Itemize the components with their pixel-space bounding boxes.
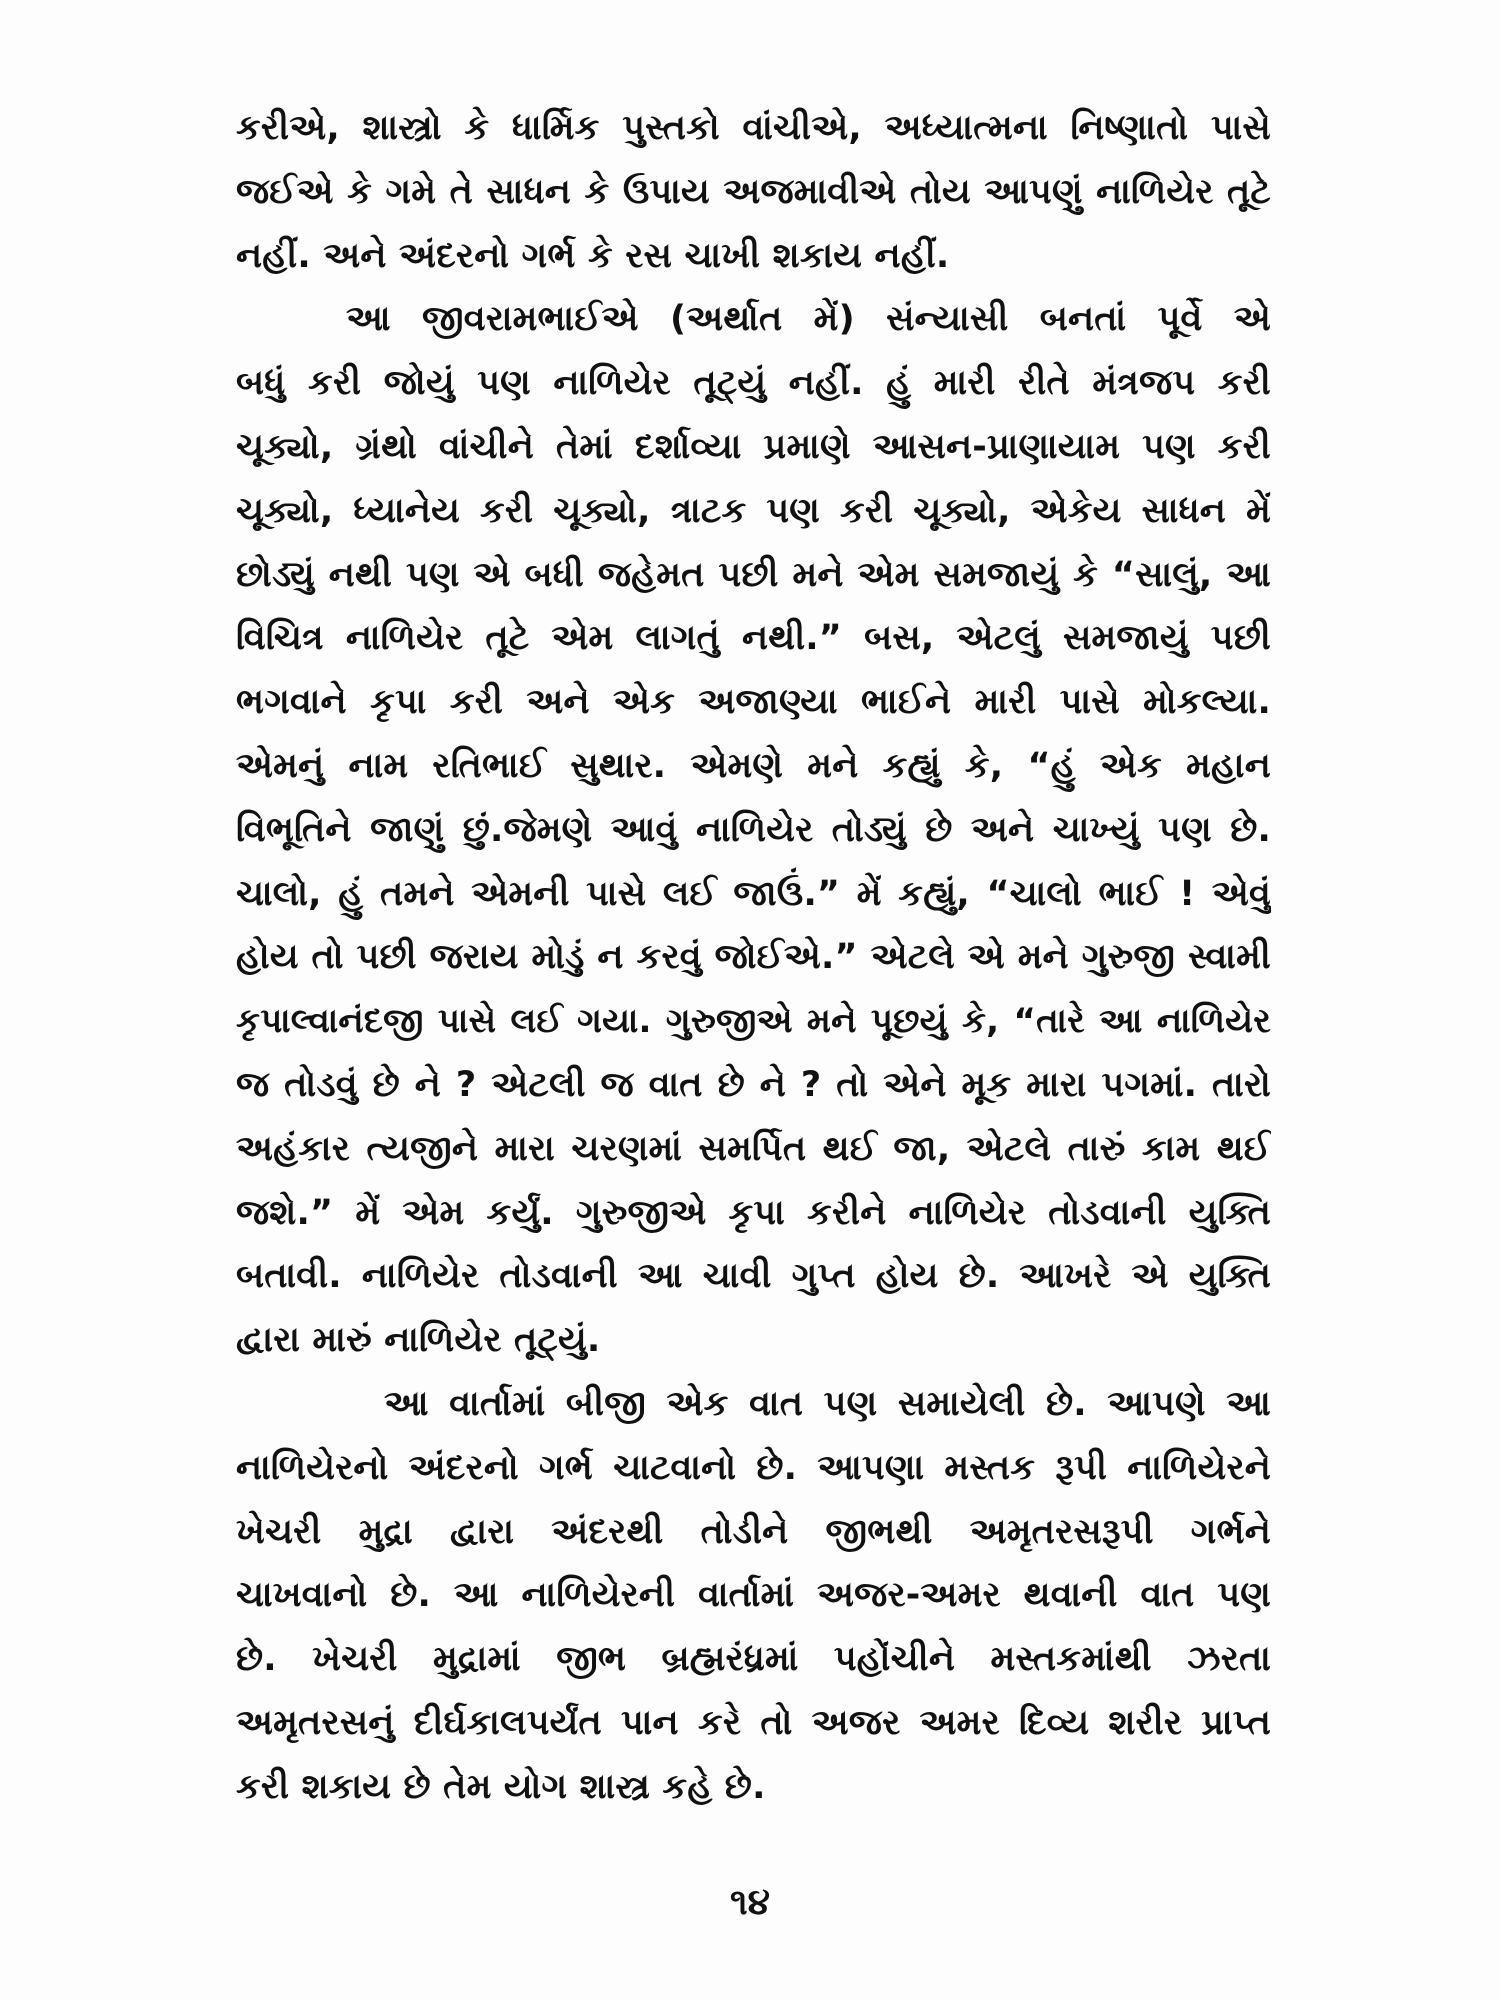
text-line: અમૃતરસનું દીર્ઘકાલપર્યંત પાન કરે તો અજર અમર દિવ્ય શરીર પ્રાપ્ત xyxy=(236,1702,1271,1743)
text-line: વિચિત્ર નાળિયેર તૂટે એમ લાગતું નથી.” બસ, એટલું સમજાયું પછી xyxy=(236,618,1271,659)
text-line: ચાલો, હું તમને એમની પાસે લઈ જાઉં.” મેં કહ્યું, “ચાલો ભાઈ ! એવું xyxy=(236,873,1271,914)
page-number: ૧૪ xyxy=(730,1882,770,1923)
text-line: ભગવાને કૃપા કરી અને એક અજાણ્યા ભાઈને મારી પાસે મોકલ્યા. xyxy=(236,682,1271,723)
paragraph xyxy=(236,288,1271,1373)
text-line: ચૂક્યો, ધ્યાનેય કરી ચૂક્યો, ત્રાટક પણ કરી ચૂક્યો, એકેય સાધન મેં xyxy=(236,490,1271,531)
text-line: દ્વારા મારું નાળિયેર તૂટ્યું. xyxy=(236,1320,601,1361)
text-line: જશે.” મેં એમ કર્યું. ગુરુજીએ કૃપા કરીને નાળિયેર તોડવાની યુક્તિ xyxy=(236,1192,1271,1233)
text-line: વિભૂતિને જાણું છું.જેમણે આવું નાળિયેર તોડ્યું છે અને ચાખ્યું પણ છે. xyxy=(236,809,1271,850)
text-line: ચાખવાનો છે. આ નાળિયેરની વાર્તામાં અજર-અમર થવાની વાત પણ xyxy=(236,1575,1271,1616)
text-line: કૃપાલ્વાનંદજી પાસે લઈ ગયા. ગુરુજીએ મને પૂછયું કે, “તારે આ નાળિયેર xyxy=(236,1001,1271,1042)
text-line: બધું કરી જોયું પણ નાળિયેર તૂટ્યું નહીં. હું મારી રીતે મંત્રજપ કરી xyxy=(236,363,1271,404)
text-line: અહંકાર ત્યજીને મારા ચરણમાં સમર્પિત થઈ જા, એટલે તારું કામ થઈ xyxy=(236,1128,1271,1169)
text-line: છે. ખેચરી મુદ્રામાં જીભ બ્રહ્મરંધ્રમાં પહોંચીને મસ્તકમાંથી ઝરતા xyxy=(236,1639,1271,1680)
text-line: નહીં. અને અંદરનો ગર્ભ કે રસ ચાખી શકાય નહીં. xyxy=(236,235,950,276)
text-line: ખેચરી મુદ્રા દ્વારા અંદરથી તોડીને જીભથી અમૃતરસરૂપી ગર્ભને xyxy=(236,1511,1271,1552)
paragraph xyxy=(236,97,1271,288)
text-line: આ જીવરામભાઈએ (અર્થાત મેં) સંન્યાસી બનતાં પૂર્વે એ xyxy=(346,299,1271,340)
text-line: નાળિયેરનો અંદરનો ગર્ભ ચાટવાનો છે. આપણા મસ્તક રૂપી નાળિયેરને xyxy=(236,1447,1271,1488)
text-line: જ તોડવું છે ને ? એટલી જ વાત છે ને ? તો એને મૂક મારા પગમાં. તારો xyxy=(236,1064,1271,1105)
body-text xyxy=(236,97,1271,1820)
text-line: ચૂક્યો, ગ્રંથો વાંચીને તેમાં દર્શાવ્યા પ્રમાણે આસન-પ્રાણાયામ પણ કરી xyxy=(236,426,1271,467)
text-line: આ વાર્તામાં બીજી એક વાત પણ સમાયેલી છે. આપણે આ xyxy=(384,1383,1271,1424)
text-line: કરીએ, શાસ્ત્રો કે ધાર્મિક પુસ્તકો વાંચીએ, અધ્યાત્મના નિષ્ણાતો પાસે xyxy=(236,108,1271,148)
text-line: જઈએ કે ગમે તે સાધન કે ઉપાય અજમાવીએ તોય આપણું નાળિયેર તૂટે xyxy=(236,171,1271,212)
text-line: બતાવી. નાળિયેર તોડવાની આ ચાવી ગુપ્ત હોય છે. આખરે એ યુક્તિ xyxy=(236,1256,1271,1297)
text-line: છોડ્યું નથી પણ એ બધી જહેમત પછી મને એમ સમજાયું કે “સાલું, આ xyxy=(236,554,1271,595)
text-line: એમનું નામ રતિભાઈ સુથાર. એમણે મને કહ્યું કે, “હું એક મહાન xyxy=(236,745,1271,786)
text-line: હોય તો પછી જરાય મોડું ન કરવું જોઈએ.” એટલે એ મને ગુરુજી સ્વામી xyxy=(236,937,1271,978)
text-line: કરી શકાય છે તેમ યોગ શાસ્ત્ર કહે છે. xyxy=(236,1766,766,1807)
paragraph xyxy=(236,1373,1271,1820)
